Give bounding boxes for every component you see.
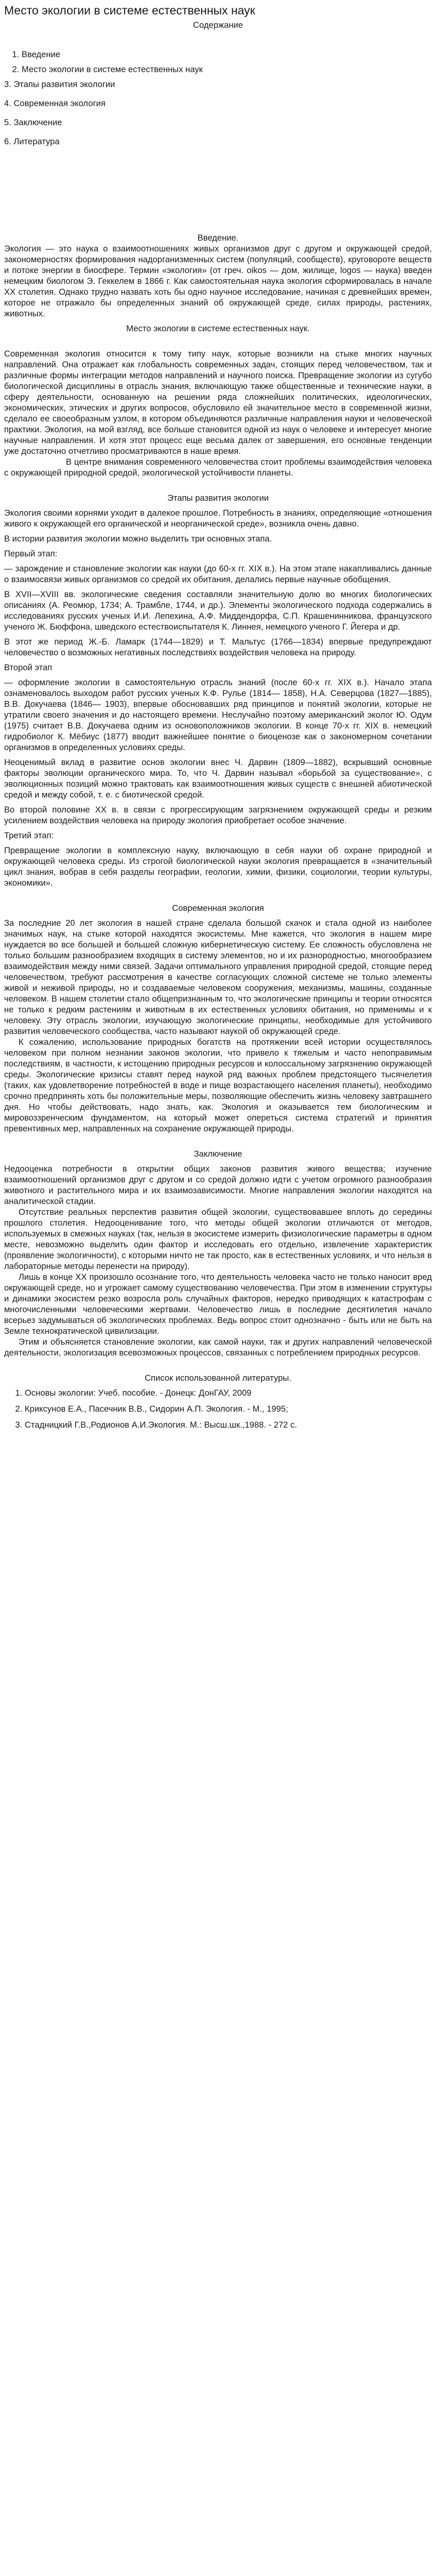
conclusion-heading: Заключение (194, 1149, 242, 1159)
place-paragraph-2: В центре внимания современного человечества стоит проблемы взаимодействия человека с окружающей природной средой, экологической устойчивости планеты. (4, 457, 432, 478)
stages-paragraph-2: В истории развития экологии можно выделить три основных этапа. (4, 534, 272, 544)
intro-heading: Введение. (197, 233, 239, 243)
toc-title: Содержание (193, 20, 243, 30)
third-stage-label: Третий этап: (4, 831, 54, 840)
toc-item-modern: 4. Современная экология (4, 98, 106, 108)
document-title: Место экологии в системе естественных наук (4, 4, 255, 17)
stages-heading: Этапы развития экологии (167, 493, 269, 503)
toc-item-conclusion: 5. Заключение (4, 117, 62, 127)
conclusion-paragraph-3: Лишь в конце XX произошло осознание того, что деятельность человека часто не только наносит вред окружающей среде, но и угрожает самому существованию человечества. При этом в изменении структуры и динамики экосистем резко возросла роль случайных факторов, нередко приводящих к катастрофам с многочисленными человеческими жертвами. Человечество лишь в последние десятилетия начало всерьез задумываться об экологических проблемах. Ведь вопрос стоит однозначно - быть или не быть на Земле технократической цивилизации. (4, 1272, 432, 1336)
conclusion-paragraph-2: Отсутствие реальных перспектив развития общей экологии, существовавшее вплоть до середины прошлого столетия. Недооценивание того, что методы общей экологии отличаются от методов, используемых в смежных науках (так, нельзя в экосистеме измерить физиологические параметры в одном месте, невозможно выделить один фактор и исследовать его отдельно, извлечение характеристик (проявление экологичности), с которыми ничто не так просто, как в естественных условиях, и что нельзя в лабораторные методы перенести на природу). (4, 1207, 432, 1271)
toc-list (4, 49, 432, 75)
modern-paragraph-1: За последние 20 лет экология в нашей стране сделала большой скачок и стала одной из наиболее значимых наук, на стыке которой находятся экосистемы. Мне кажется, что экология в нашем мире нуждается во все большей и большей сложную кибернетическую систему. Ее сложность обусловлена не только большим разнообразием входящих в систему элементов, но и их разнородностью, многообразием взаимодействия между ними связей. Задачи оптимального управления природной средой, стоящие перед человечеством, требуют рассмотрения в качестве согласующих сложной системе не только элементы живой и неживой природы, но и создаваемые человеком сооружения, механизмы, машины, созданные человеком. В нашем столетии стало общепризнанным то, что экологические принципы и теории относятся не только к редким растениям и животным в их естественных условиях обитания, но применимы и к человеку. Эту отрасль экологии, изучающую экологические принципы, необходимые для устойчивого развития человеческого сообщества, часто называют наукой об окружающей среде. (4, 918, 432, 1036)
second-stage-label: Второй этап (4, 663, 53, 672)
toc-plain-list (4, 79, 432, 147)
references-heading: Список использованной литературы. (145, 1373, 291, 1383)
stages-paragraph-7: Неоценимый вклад в развитие основ экологии внес Ч. Дарвин (1809—1882), вскрывший основные факторы эволюции органического мира. То, что Ч. Дарвин называл «борьбой за существование», с эволюционных позиций можно трактовать как взаимоотношения живых существ с внешней абиотической средой и между собой, т. е. с биотической средой. (4, 757, 432, 800)
stages-paragraph-8: Во второй половине XX в. в связи с прогрессирующим загрязнением окружающей среды и резким усилением воздействия человека на природу экология приобретает особое значение. (4, 805, 432, 825)
conclusion-paragraph-4: Этим и объясняется становление экологии, как самой науки, так и других направлений человеческой деятельности, экологизация всевозможных процессов, связанных с потреблением природных ресурсов. (4, 1337, 432, 1358)
stages-paragraph-9: Превращение экологии в комплексную науку, включающую в себя науки об охране природной и окружающей человека среды. Из строгой биологической науки экология превращается в «значительный цикл знания, вобрав в себя разделы географии, геологии, химии, физики, социологии, теории культуры, экономики». (4, 845, 432, 888)
modern-paragraph-2: К сожалению, использование природных богатств на протяжении всей истории осуществлялось человеком при полном незнании законов экологии, что привело к тяжелым и часто непоправимым последствиям, в частности, к истощению природных ресурсов и колоссальному загрязнению окружающей среды. Экологические кризисы ставят перед наукой ряд важных проблем предстоящего тысячелетия (таких, как удовлетворение потребностей в воде и пище возрастающего населения планеты), необходимо срочно предпринять хоть бы положительные меры, позволяющие обеспечить жизнь человеку завтрашнего дня. Но чтобы действовать, надо знать, как. Экология и оказывается тем биологическим и мировоззренческим фундаментом, на который может опереться система стратегий и принятия превентивных мер, направленных на сохранение окружающей природы. (4, 1037, 432, 1133)
toc-item-intro: 1. Введение (22, 49, 432, 60)
stages-paragraph-4: В XVII—XVIII вв. экологические сведения составляли значительную долю во многих биологических описаниях (А. Реомюр, 1734; А. Трамбле, 1744, и др.). Элементы экологического подхода содержались в исследованиях русских ученых И.И. Лепехина, А.Ф. Миддендорфа, С.П. Крашенинникова, французского ученого Ж. Бюффона, шведского естествоиспытателя К. Линнея, немецкого ученого Г. Йегера и др. (4, 589, 432, 632)
toc-item-literature: 6. Литература (4, 137, 60, 146)
place-paragraph-1: Современная экология относится к тому типу наук, которые возникли на стыке многих научных направлений. Она отражает как глобальность современных задач, стоящих перед человечеством, так и различные формы интеграции методов направлений и научного поиска. Превращение экологии из сугубо биологической дисциплины в отрасль знания, включающую также общественные и технические науки, в сферу деятельности, основанную на решении ряда сложнейших политических, идеологических, экономических, этических и других вопросов, обусловило ей значительное место в современной жизни, сделало ее своеобразным узлом, в котором объединяются различные направления науки и человеческой практики. Экология, на мой взгляд, все больше становится одной из наук о человеке и интересует многие научные направления. И хотя этот процесс еще весьма далек от завершения, его основные тенденции уже достаточно отчетливо просматриваются в наше время. (4, 349, 432, 456)
intro-paragraph: Экология — это наука о взаимоотношениях живых организмов друг с другом и окружающей средой, закономерностях формирования надорганизменных систем (популяций, сообществ), круговороте веществ и потоке энергии в биосфере. Термин «экология» (от греч. oikos — дом, жилище, logos — наука) введен немецким биологом Э. Геккелем в 1866 г. Как самостоятельная наука экология сформировалась в начале ХХ столетия. Однако трудно назвать хоть бы одно научное исследование, начиная с древнейших времен, которое не отражало бы определенных знаний об окружающей среде, силах природы, растениях, животных. (4, 244, 432, 318)
toc-item-place: 2. Место экологии в системе естественных наук (22, 64, 432, 75)
conclusion-paragraph-1: Недооценка потребности в открытии общих законов развития живого вещества; изучение взаимоотношений организмов друг с другом и со средой должно идти с учетом огромного разнообразия животного и растительного мира и их взаимозависимости. Многие направления экологии находятся на аналитической стадии. (4, 1164, 432, 1206)
stages-paragraph-3: — зарождение и становление экологии как науки (до 60-х гг. XIX в.). На этом этапе накапливались данные о взаимосвязи живых организмов со средой их обитания, делались первые научные обобщения. (4, 564, 432, 584)
reference-item: 3. Стадницкий Г.В.,Родионов А.И.Экология. М.: Высш.шк.,1988. - 272 с. (25, 1419, 432, 1430)
reference-item: 2. Криксунов Е.А., Пасечник В.В., Сидорин А.П. Экология. - М., 1995; (25, 1403, 432, 1414)
stages-paragraph-1: Экология своими корнями уходит в далекое прошлое. Потребность в знаниях, определяющие «отношения живого к окружающей его органической и неорганической среде», возникла очень давно. (4, 508, 432, 529)
modern-heading: Современная экология (172, 903, 264, 913)
toc-item-stages: 3. Этапы развития экологии (4, 79, 115, 89)
first-stage-label: Первый этап: (4, 549, 58, 558)
references-list (4, 1387, 432, 1430)
reference-item: 1. Основы экологии: Учеб. пособие. - Донецк: ДонГАУ, 2009 (25, 1387, 432, 1398)
stages-paragraph-6: — оформление экологии в самостоятельную отрасль знаний (после 60-х гг. XIX в.). Начало этапа ознаменовалось выходом работ русских ученых К.Ф. Рулье (1814— 1858), Н.А. Северцова (1827—1885), В.В. Докучаева (1846— 1903), впервые обосновавших ряд принципов и понятий экологии, которые не утратили своего значения и до настоящего времени. Неслучайно поэтому американский эколог Ю. Одум (1975) считает В.В. Докучаева одним из основоположников экологии. В конце 70-х гг. XIX в. немецкий гидробиолог К. Мёбиус (1877) вводит важнейшее понятие о биоценозе как о закономерном сочетании организмов в определенных условиях среды. (4, 677, 432, 752)
place-heading: Место экологии в системе естественных наук. (126, 324, 310, 333)
stages-paragraph-5: В этот же период Ж.-Б. Ламарк (1744—1829) и Т. Мальтус (1766—1834) впервые предупреждают человечество о возможных негативных последствиях воздействия человека на природу. (4, 637, 432, 657)
